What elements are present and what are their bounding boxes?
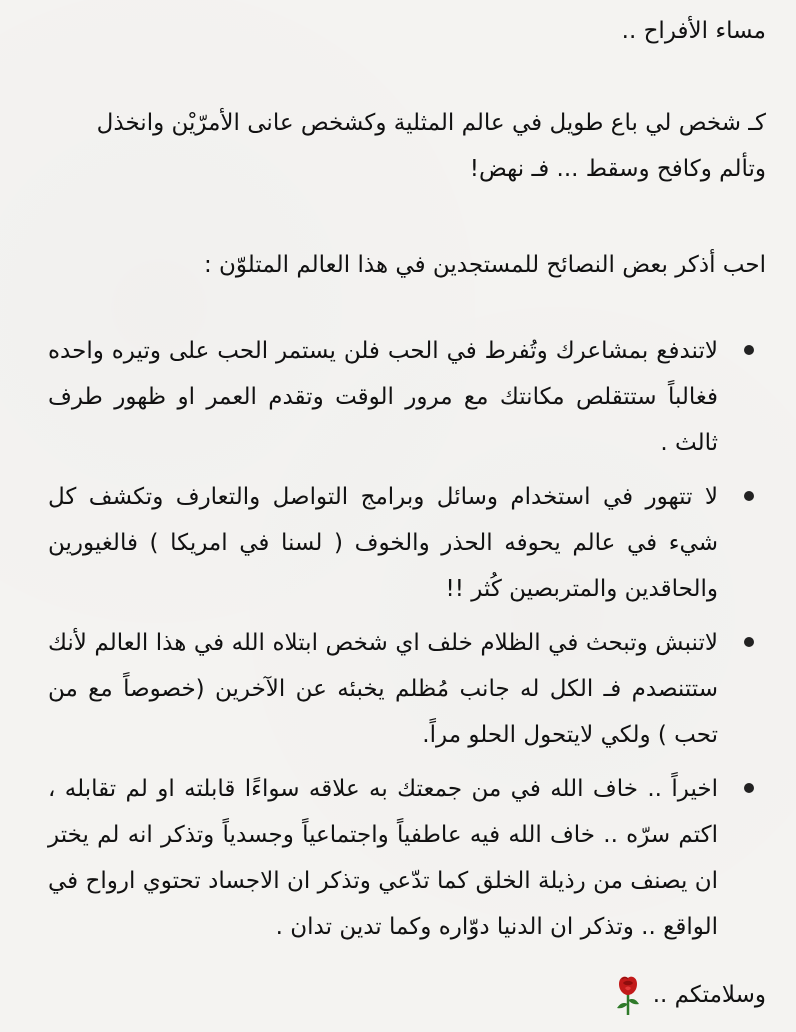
list-item (48, 474, 766, 612)
tips-list (48, 328, 766, 950)
list-item (48, 620, 766, 758)
tip-text: اخيراً .. خاف الله في من جمعتك به علاقه سواءًا قابلته او لم تقابله ، اكتم سرّه .. خاف الله فيه عاطفياً واجتماعياً وجسدياً وتذكر انه لم يختر ان يصنف من رذيلة الخلق كما تدّعي وتذكر ان الاجساد تحتوي ارواح في الواقع .. وتذكر ان الدنيا دوّاره وكما تدين تدان . (48, 776, 718, 940)
tip-text: لاتنبش وتبحث في الظلام خلف اي شخص ابتلاه الله في هذا العالم لأنك ستتنصدم فـ الكل له جانب مُظلم يخبئه عن الآخرين (خصوصاً مع من تحب ) ولكي لايتحول الحلو مراً. (48, 630, 718, 748)
list-item (48, 328, 766, 466)
bullet-icon (744, 491, 754, 501)
tip-text: لا تتهور في استخدام وسائل وبرامج التواصل والتعارف وتكشف كل شيء في عالم يحوفه الحذر والخوف ( لسنا في امريكا ) فالغيورين والحاقدين والمتربصين كُثر !! (48, 484, 718, 602)
list-item (48, 766, 766, 950)
tip-text: لاتندفع بمشاعرك وتُفرط في الحب فلن يستمر الحب على وتيره واحده فغالباً ستتقلص مكانتك مع مرور الوقت وتقدم العمر او ظهور طرف ثالث . (48, 338, 718, 456)
bullet-icon (744, 783, 754, 793)
bullet-icon (744, 345, 754, 355)
rose-icon (613, 974, 643, 1016)
closing-line (48, 972, 766, 1018)
greeting: مساء الأفراح .. (621, 18, 766, 44)
bullet-icon (744, 637, 754, 647)
intro-paragraph: كـ شخص لي باع طويل في عالم المثلية وكشخص عانى الأمرّيْن وانخذل وتألم وكافح وسقط ... فـ نهض! (96, 110, 766, 182)
closing-text: وسلامتكم .. (652, 982, 766, 1008)
advice-intro: احب أذكر بعض النصائح للمستجدين في هذا العالم المتلوّن : (203, 252, 766, 278)
